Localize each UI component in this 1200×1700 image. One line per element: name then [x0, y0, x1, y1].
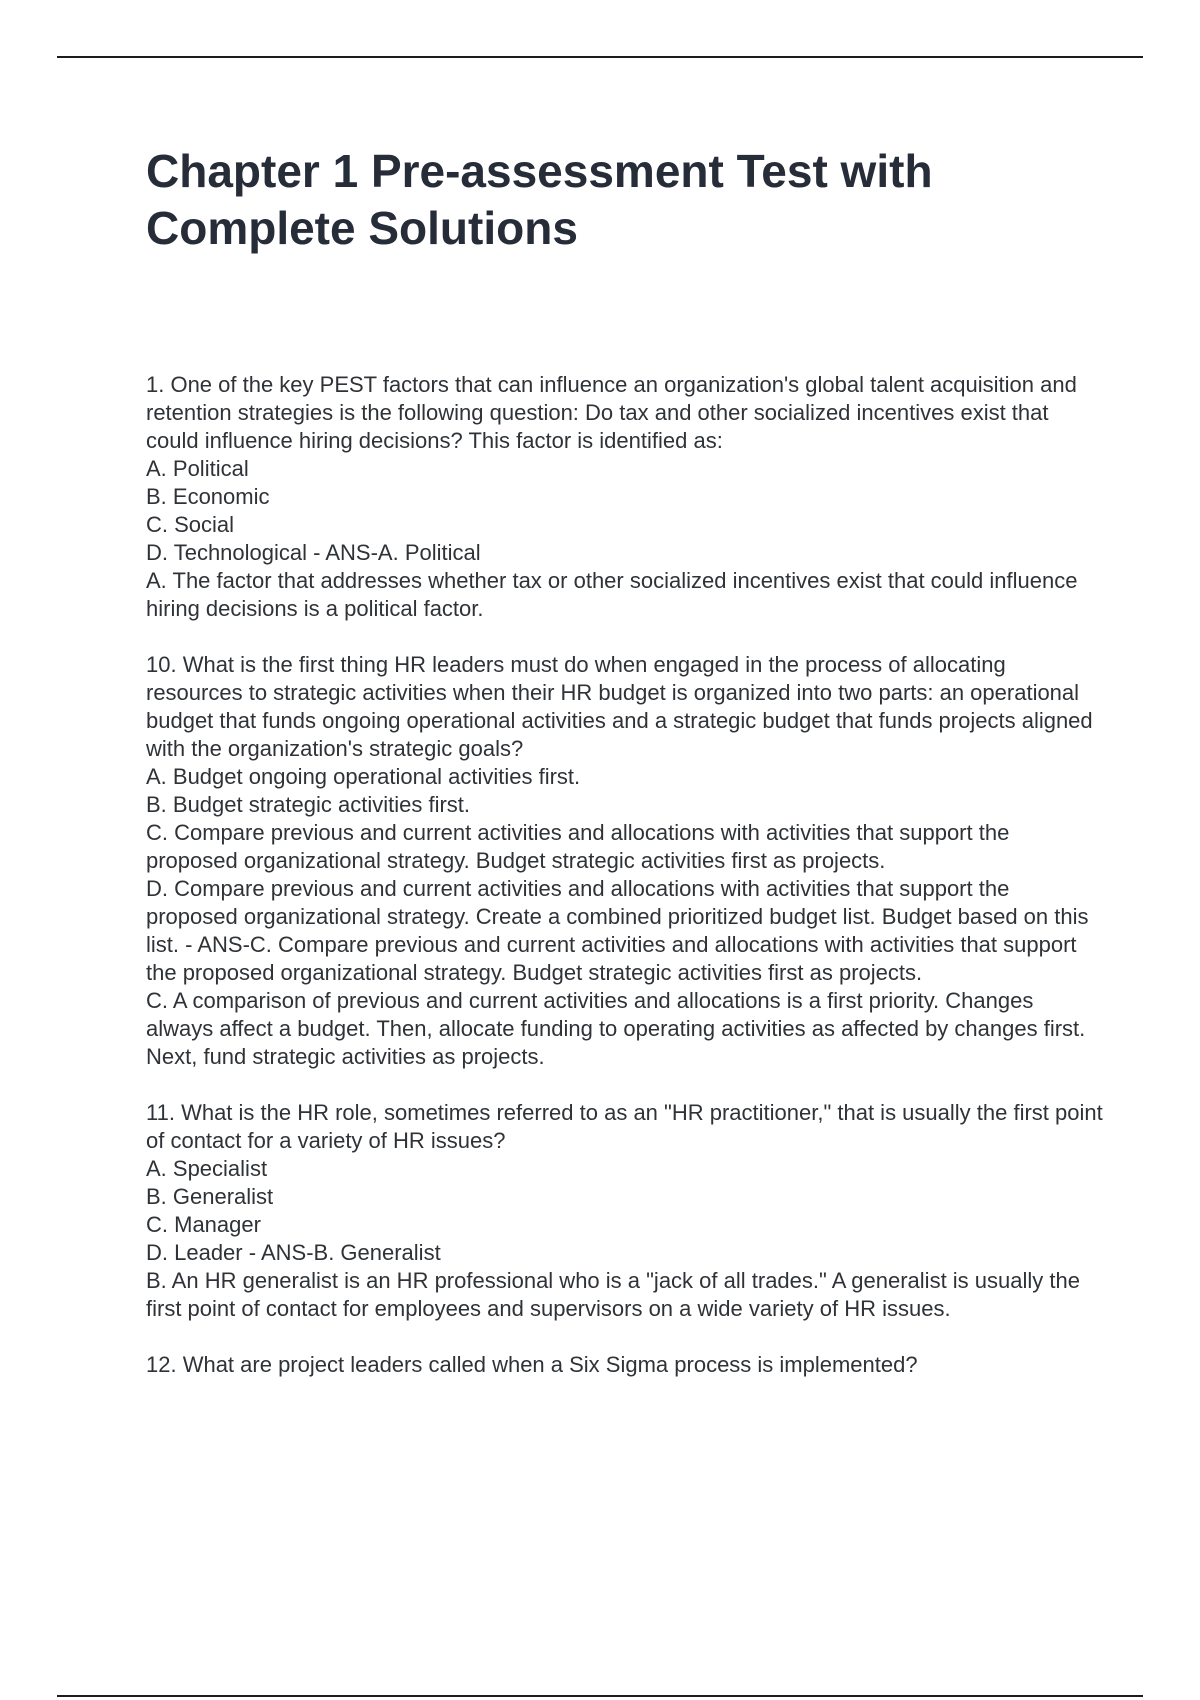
answer-explanation: A. The factor that addresses whether tax or other socialized incentives exist that could influence hiring decisions is a political factor.: [146, 568, 1084, 621]
answer-explanation: B. An HR generalist is an HR professional who is a "jack of all trades." A generalist is usually the first point of contact for employees and supervisors on a wide variety of HR issues.: [146, 1268, 1087, 1321]
question-list: [146, 371, 1109, 1379]
answer-option: C. Compare previous and current activities and allocations with activities that support the proposed organizational strategy. Budget strategic activities first as projects.: [146, 820, 1016, 873]
answer-option: A. Budget ongoing operational activities first.: [146, 764, 581, 789]
question-stem: 12. What are project leaders called when a Six Sigma process is implemented?: [146, 1352, 918, 1377]
answer-option: D. Leader - ANS-B. Generalist: [146, 1240, 441, 1265]
top-rule: [57, 56, 1143, 58]
answer-option: B. Budget strategic activities first.: [146, 792, 471, 817]
question-stem: 1. One of the key PEST factors that can influence an organization's global talent acquisition and retention strategies is the following question: Do tax and other socialized incentives exist that could influence hiring decisions? This factor is identified as:: [146, 372, 1083, 453]
question-12: [146, 1351, 1106, 1379]
answer-option: A. Specialist: [146, 1156, 268, 1181]
question-10: [146, 651, 1106, 1071]
answer-option: D. Technological - ANS-A. Political: [146, 540, 481, 565]
question-stem: 11. What is the HR role, sometimes referred to as an "HR practitioner," that is usually the first point of contact for a variety of HR issues?: [146, 1100, 1109, 1153]
answer-option: B. Generalist: [146, 1184, 274, 1209]
answer-explanation: C. A comparison of previous and current activities and allocations is a first priority. Changes always affect a budget. Then, allocate funding to operating activities as affected by changes first. Next, fund strategic activities as projects.: [146, 988, 1092, 1069]
page-content: [146, 143, 1109, 1407]
answer-option: B. Economic: [146, 484, 270, 509]
answer-option: A. Political: [146, 456, 249, 481]
bottom-rule: [57, 1695, 1143, 1697]
question-11: [146, 1099, 1109, 1323]
answer-option: D. Compare previous and current activities and allocations with activities that support the proposed organizational strategy. Create a combined prioritized budget list. Budget based on this list. - ANS-C. Compare previous and current activities and allocations with activities that support the proposed organizational strategy. Budget strategic activities first as projects.: [146, 876, 1095, 985]
document-title: Chapter 1 Pre-assessment Test with Complete Solutions: [146, 145, 933, 254]
answer-option: C. Social: [146, 512, 235, 537]
question-1: [146, 371, 1106, 623]
answer-option: C. Manager: [146, 1212, 261, 1237]
question-stem: 10. What is the first thing HR leaders must do when engaged in the process of allocating resources to strategic activities when their HR budget is organized into two parts: an operational budget that funds ongoing operational activities and a strategic budget that funds projects aligned with the organization's strategic goals?: [146, 652, 1099, 761]
